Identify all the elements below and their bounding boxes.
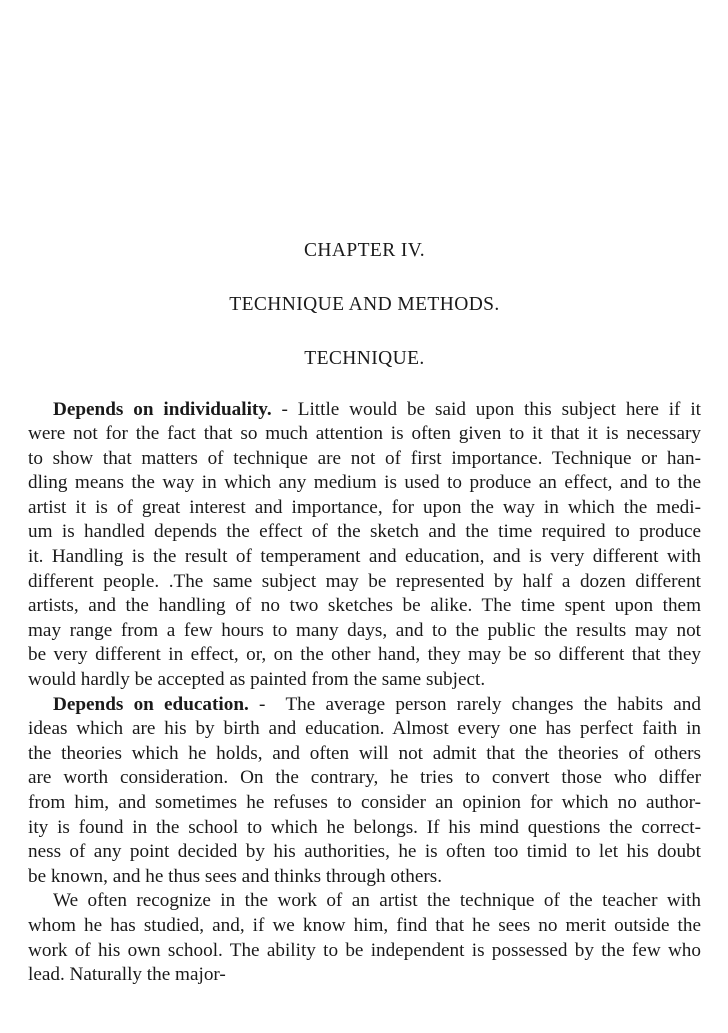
text-line-rest: - Little would be said upon this subject here if it [271,398,701,420]
paragraph [28,889,701,987]
text-line: from him, and sometimes he refuses to consider an opinion for which no author- [28,792,701,813]
text-line: were not for the fact that so much attention is often given to it that it is necessary [28,423,701,445]
headings-group [28,0,701,369]
text-line: to show that matters of technique are not of first importance. Technique or han- [28,447,701,469]
text-line: ness of any point decided by his authorities, he is often too timid to let his doubt [28,841,701,863]
text-line: would hardly be accepted as painted from the same subject. [28,669,486,691]
section-heading: TECHNIQUE AND METHODS. [229,293,500,315]
paragraph-lead-in: Depends on individuality. [53,398,272,420]
text-line: different people. .The same subject may be represented by half a dozen different [28,570,701,592]
page-content [28,0,701,988]
text-line: are worth consideration. On the contrary, he tries to convert those who differ [28,767,701,789]
text-line: be very different in effect, or, on the other hand, they may be so different that they [28,644,701,666]
body-text [28,398,701,988]
text-line: it. Handling is the result of temperament and education, and is very different with [28,546,701,568]
paragraph-lead-in: Depends on education. [53,693,249,715]
text-line: whom he has studied, and, if we know him, find that he sees no merit outside the [28,914,701,936]
text-line: um is handled depends the effect of the sketch and the time required to produce [28,521,701,543]
subsection-heading: TECHNIQUE. [304,348,425,369]
text-line: the theories which he holds, and often will not admit that the theories of others [28,742,701,764]
text-line: may range from a few hours to many days, and to the public the results may not [28,619,701,641]
text-line-rest: - The average person rarely changes the habits and [248,693,701,715]
text-line: be known, and he thus sees and thinks through others. [28,865,443,887]
text-line: lead. Naturally the major- [28,964,226,986]
paragraph [28,693,701,890]
paragraph [28,398,701,693]
text-line: ity is found in the school to which he belongs. If his mind questions the correct- [28,816,701,838]
text-line: ideas which are his by birth and education. Almost every one has perfect faith in [28,718,701,740]
text-line [28,693,701,718]
text-line: dling means the way in which any medium is used to produce an effect, and to the [28,472,701,494]
text-line: artist it is of great interest and importance, for upon the way in which the medi- [28,496,701,518]
text-line: We often recognize in the work of an artist the technique of the teacher with [53,890,701,912]
text-line: artists, and the handling of no two sketches be alike. The time spent upon them [28,595,701,617]
text-line: work of his own school. The ability to be independent is possessed by the few who [28,939,701,961]
text-line [28,398,701,423]
chapter-heading: CHAPTER IV. [303,240,426,261]
